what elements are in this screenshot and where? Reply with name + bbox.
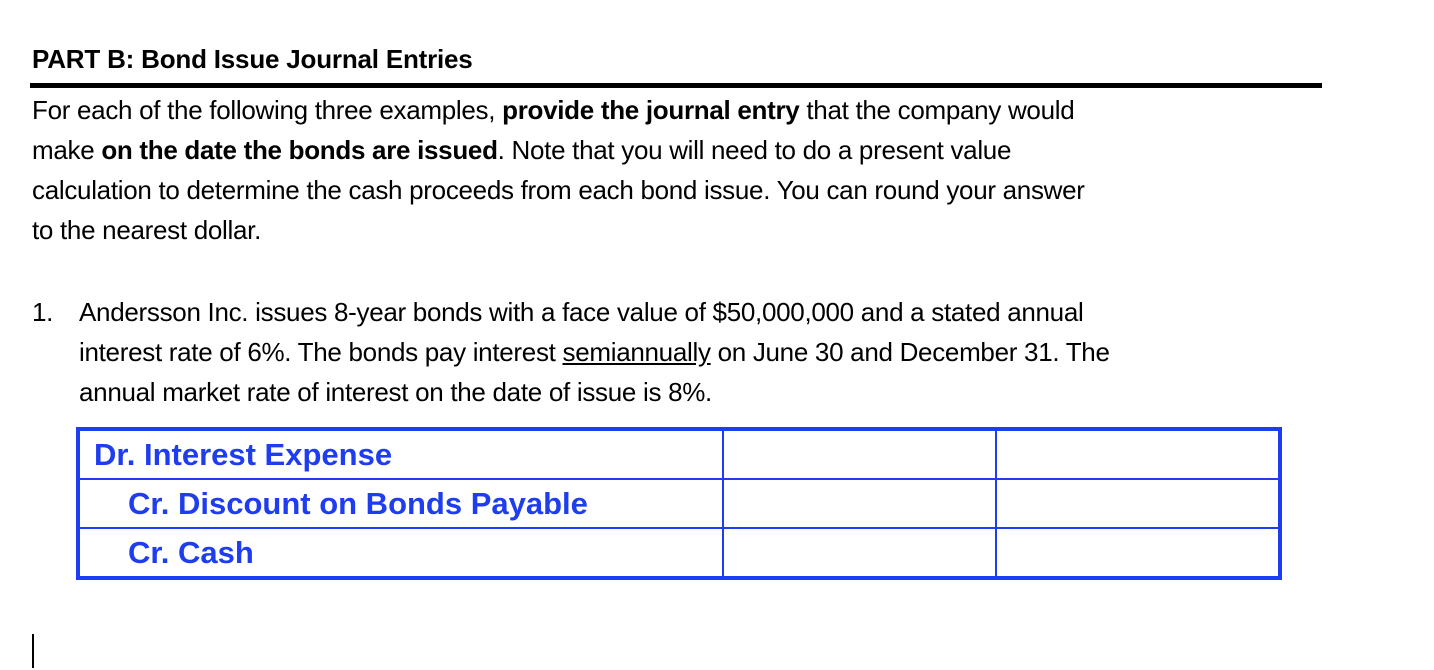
- debit-amount-cell[interactable]: [723, 528, 995, 578]
- account-cell-credit-cash[interactable]: Cr. Cash: [78, 528, 723, 578]
- question-text-segment: on June 30 and December 31. The: [710, 337, 1110, 367]
- credit-amount-cell[interactable]: [996, 479, 1280, 528]
- question-1: [32, 292, 1332, 412]
- instructions-line-1: [32, 90, 1312, 130]
- journal-row: [78, 479, 1280, 528]
- instructions-line-2: [32, 130, 1312, 170]
- instructions-text: . Note that you will need to do a present value: [497, 135, 1012, 165]
- title-divider: [30, 83, 1322, 88]
- account-cell-credit-discount[interactable]: Cr. Discount on Bonds Payable: [78, 479, 723, 528]
- question-line-1: Andersson Inc. issues 8-year bonds with a face value of $50,000,000 and a stated annual: [79, 297, 1084, 327]
- instructions-emphasis: on the date the bonds are issued: [101, 135, 498, 165]
- question-number: 1.: [32, 297, 54, 327]
- instructions-text: make: [32, 135, 102, 165]
- journal-row: [78, 429, 1280, 479]
- instructions-text: For each of the following three examples,: [32, 95, 503, 125]
- instructions-line-3: calculation to determine the cash proceeds from each bond issue. You can round your answer: [32, 175, 1085, 205]
- credit-amount-cell[interactable]: [996, 429, 1280, 479]
- instructions-paragraph: [32, 90, 1312, 250]
- question-underlined-term: semiannually: [562, 337, 711, 367]
- instructions-text: that the company would: [799, 95, 1075, 125]
- account-cell-debit-interest-expense[interactable]: Dr. Interest Expense: [78, 429, 723, 479]
- debit-amount-cell[interactable]: [723, 429, 995, 479]
- credit-amount-cell[interactable]: [996, 528, 1280, 578]
- text-cursor: [32, 634, 34, 668]
- page-title: PART B: Bond Issue Journal Entries: [32, 44, 473, 74]
- debit-amount-cell[interactable]: [723, 479, 995, 528]
- question-text: [79, 292, 1332, 412]
- journal-row: [78, 528, 1280, 578]
- question-text-segment: interest rate of 6%. The bonds pay interest: [79, 337, 563, 367]
- instructions-emphasis: provide the journal entry: [502, 95, 800, 125]
- question-line-3: annual market rate of interest on the date of issue is 8%.: [79, 377, 712, 407]
- instructions-line-4: to the nearest dollar.: [32, 215, 261, 245]
- journal-entry-table: [76, 427, 1282, 580]
- question-line-2: [79, 332, 1332, 372]
